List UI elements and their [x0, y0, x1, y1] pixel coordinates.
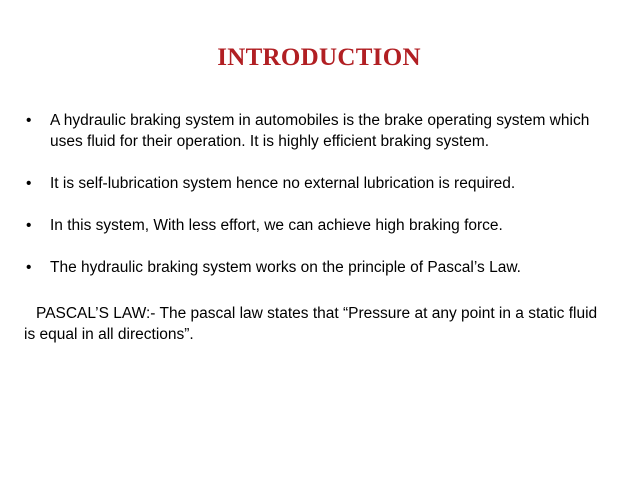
pascal-law-paragraph: PASCAL’S LAW:- The pascal law states that “Pressure at any point in a static fluid is equal in all directions”.	[24, 305, 598, 343]
bullet-marker: •	[26, 259, 32, 276]
bullet-item	[24, 215, 614, 236]
bullet-item	[24, 110, 614, 152]
bullet-item	[24, 257, 614, 278]
slide-title: INTRODUCTION	[217, 44, 421, 71]
bullet-marker: •	[26, 175, 32, 192]
bullet-text: It is self-lubrication system hence no external lubrication is required.	[50, 175, 516, 192]
bullet-text: In this system, With less effort, we can achieve high braking force.	[50, 217, 503, 234]
bullet-marker: •	[26, 112, 32, 129]
bullet-text: The hydraulic braking system works on the principle of Pascal’s Law.	[50, 259, 521, 276]
bullet-list	[24, 110, 614, 299]
bullet-marker: •	[26, 217, 32, 234]
bullet-text: A hydraulic braking system in automobiles is the brake operating system which uses fluid for their operation. It is highly efficient braking system.	[50, 112, 590, 150]
bullet-item	[24, 173, 614, 194]
